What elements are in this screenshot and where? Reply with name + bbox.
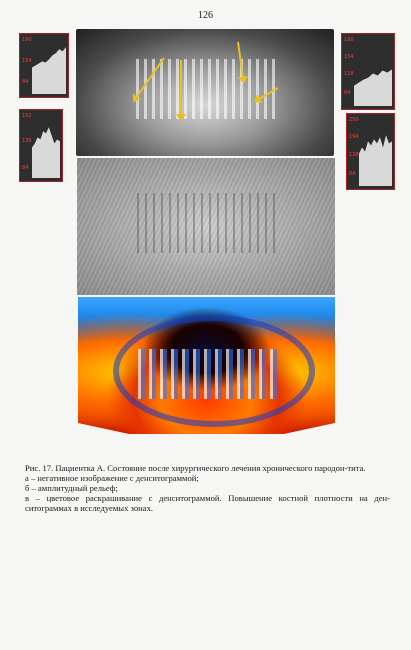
densitogram-plot (359, 117, 392, 186)
caption-item-c: в – цветовое раскрашивание с денситограммой. Повышение костной плотности на ден-ситограммах в исследуемых зонах. (25, 493, 390, 513)
densitogram-bottom-left (19, 109, 63, 182)
densitogram-label: 154 (344, 54, 354, 60)
densitogram-plot (354, 37, 392, 106)
panel-b-amplitude-relief (77, 158, 335, 295)
densitogram-label: 84 (22, 165, 29, 171)
caption-item-a: а – негативное изображение с денситограммой; (25, 473, 199, 483)
densitogram-top-left (19, 33, 69, 98)
densitogram-label: 118 (344, 71, 354, 77)
densitogram-plot (32, 37, 66, 94)
densitogram-label: 190 (22, 37, 32, 43)
densitogram-label: 152 (22, 113, 32, 119)
densitogram-label: 84 (22, 79, 29, 85)
teeth-row (137, 193, 277, 253)
caption-title: Рис. 17. Пациентка А. Состояние после хирургического лечения хронического пародон-тита. (25, 463, 366, 473)
caption-item-b: б – амплитудный рельеф; (25, 483, 118, 493)
densitogram-label: 84 (349, 171, 356, 177)
densitogram-label: 84 (344, 90, 351, 96)
densitogram-label: 138 (349, 152, 359, 158)
densitogram-label: 250 (349, 117, 359, 123)
teeth-row (138, 349, 278, 399)
densitogram-label: 194 (349, 134, 359, 140)
densitogram-label: 190 (344, 37, 354, 43)
page-number: 126 (198, 10, 213, 21)
panel-a-negative-image (76, 29, 334, 156)
panel-c-color-mapping (78, 297, 335, 434)
densitogram-label: 154 (22, 58, 32, 64)
densitogram-bottom-right (346, 113, 395, 190)
densitogram-label: 136 (22, 138, 32, 144)
densitogram-plot (32, 113, 60, 178)
arrow-icon (180, 60, 182, 115)
figure-caption (25, 463, 390, 513)
densitogram-top-right (341, 33, 395, 110)
